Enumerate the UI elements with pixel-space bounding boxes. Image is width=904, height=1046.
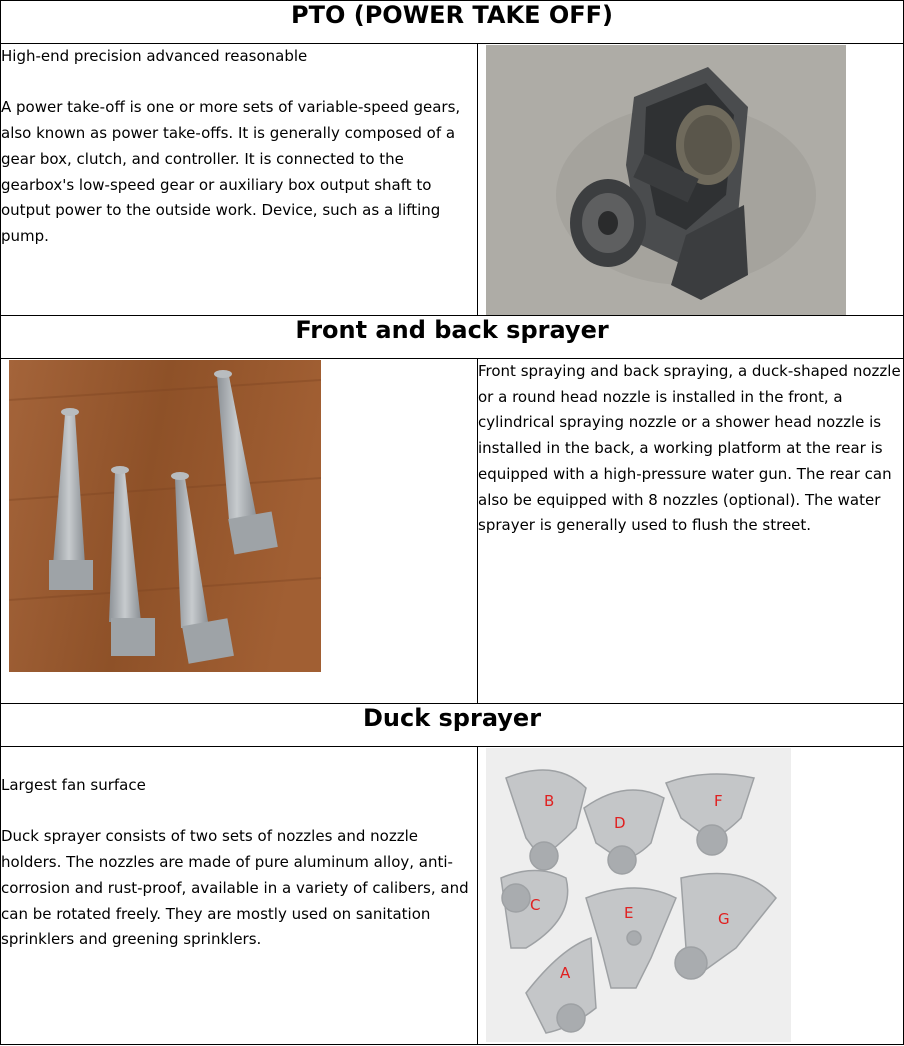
section-header-row xyxy=(1,1,904,44)
section-header-row xyxy=(1,316,904,359)
nozzles-photo xyxy=(9,360,321,672)
pto-title: PTO (POWER TAKE OFF) xyxy=(1,1,904,44)
pto-description-cell xyxy=(1,44,478,316)
front-back-body: Front spraying and back spraying, a duck-shaped nozzle or a round head nozzle is installed in the front, a cylindrical spraying nozzle or a shower head nozzle is installed in the back, a working platform at the rear is equipped with a high-pressure water gun. The rear can also be equipped with 8 nozzles (optional). The water sprayer is generally used to flush the street. xyxy=(478,362,901,535)
duck-tagline: Largest fan surface xyxy=(1,776,146,794)
pto-image-cell xyxy=(478,44,904,316)
photo-label-f: F xyxy=(714,792,723,810)
front-back-description-cell xyxy=(478,359,904,704)
photo-label-a: A xyxy=(560,964,571,982)
photo-label-e: E xyxy=(624,904,634,922)
section-header-row xyxy=(1,704,904,747)
photo-label-g: G xyxy=(718,910,730,928)
photo-label-d: D xyxy=(614,814,626,832)
duck-sprayer-title: Duck sprayer xyxy=(1,704,904,747)
duck-nozzles-photo xyxy=(486,748,791,1042)
front-back-image-cell xyxy=(1,359,478,704)
photo-label-c: C xyxy=(530,896,541,914)
section-row xyxy=(1,747,904,1045)
duck-body: Duck sprayer consists of two sets of nozzles and nozzle holders. The nozzles are made of pure aluminum alloy, anti-corrosion and rust-proof, available in a variety of calibers, and can be rotated freely. They are mostly used on sanitation sprinklers and greening sprinklers. xyxy=(1,827,469,949)
pto-body: A power take-off is one or more sets of variable-speed gears, also known as power take-offs. It is generally composed of a gear box, clutch, and controller. It is connected to the gearbox's low-speed gear or auxiliary box output shaft to output power to the outside work. Device, such as a lifting pump. xyxy=(1,98,461,245)
pto-tagline: High-end precision advanced reasonable xyxy=(1,47,308,65)
duck-description-cell xyxy=(1,747,478,1045)
section-row xyxy=(1,359,904,704)
pto-gearbox-photo xyxy=(486,45,846,315)
photo-label-b: B xyxy=(544,792,555,810)
section-row xyxy=(1,44,904,316)
duck-image-cell xyxy=(478,747,904,1045)
front-back-sprayer-title: Front and back sprayer xyxy=(1,316,904,359)
